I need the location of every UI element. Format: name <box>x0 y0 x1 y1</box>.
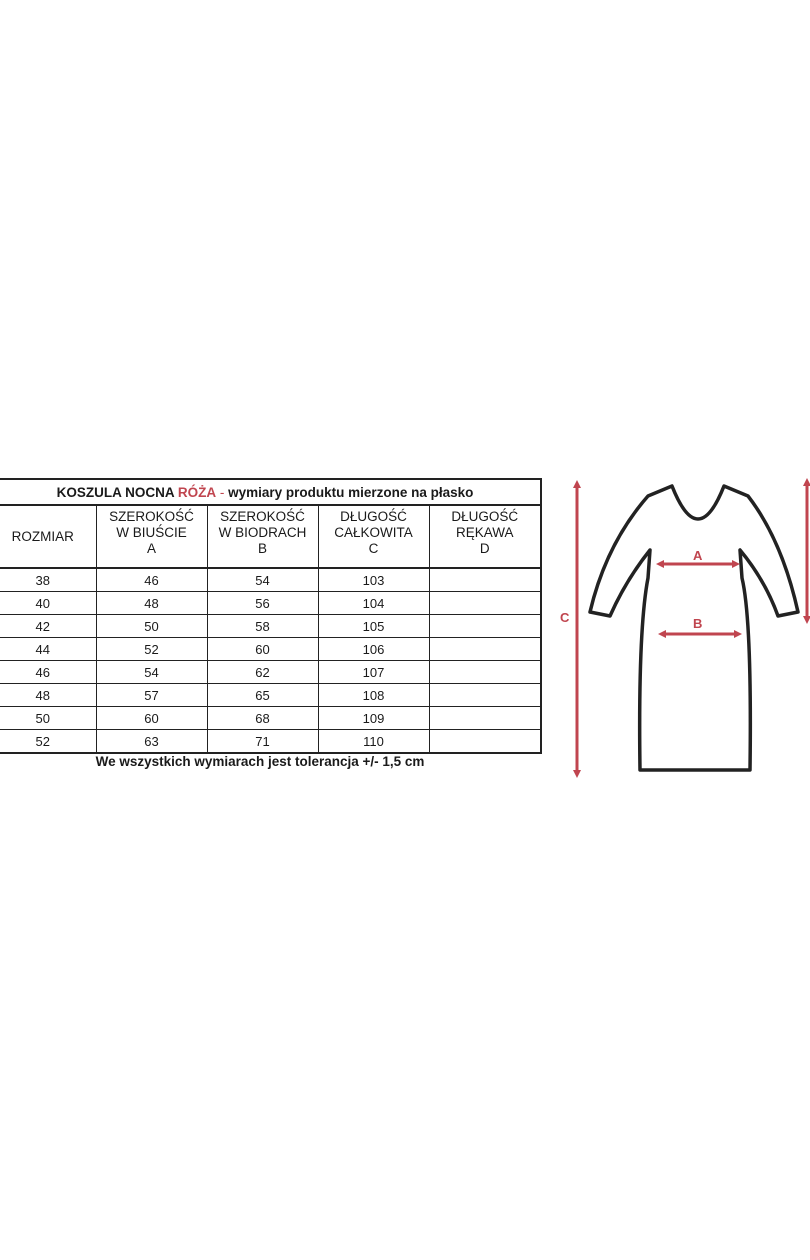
table-row: 40 48 56 104 <box>0 592 541 615</box>
header-sleeve-length: DŁUGOŚĆ RĘKAWA D <box>429 505 541 568</box>
table-title <box>0 479 541 505</box>
table-row: 38 46 54 103 <box>0 568 541 592</box>
table-row: 48 57 65 108 <box>0 684 541 707</box>
label-c: C <box>560 610 570 625</box>
dress-diagram <box>560 470 810 790</box>
table-row: 42 50 58 105 <box>0 615 541 638</box>
label-a: A <box>693 548 703 563</box>
header-rozmiar: ROZMIAR <box>0 505 96 568</box>
table-row: 46 54 62 107 <box>0 661 541 684</box>
table-row: 52 63 71 110 <box>0 730 541 754</box>
title-suffix: wymiary produktu mierzone na płasko <box>224 484 474 500</box>
header-bust-width: SZEROKOŚĆ W BIUŚCIE A <box>96 505 207 568</box>
label-b: B <box>693 616 703 631</box>
title-accent: RÓŻA <box>177 484 217 500</box>
header-hip-width: SZEROKOŚĆ W BIODRACH B <box>207 505 318 568</box>
size-table <box>0 478 542 754</box>
header-total-length: DŁUGOŚĆ CAŁKOWITA C <box>318 505 429 568</box>
tolerance-note: We wszystkich wymiarach jest tolerancja +/- 1,5 cm <box>95 754 425 769</box>
title-prefix: KOSZULA NOCNA <box>56 484 178 500</box>
table-row: 50 60 68 109 <box>0 707 541 730</box>
table-row: 44 52 60 106 <box>0 638 541 661</box>
title-dash: - <box>216 484 225 500</box>
